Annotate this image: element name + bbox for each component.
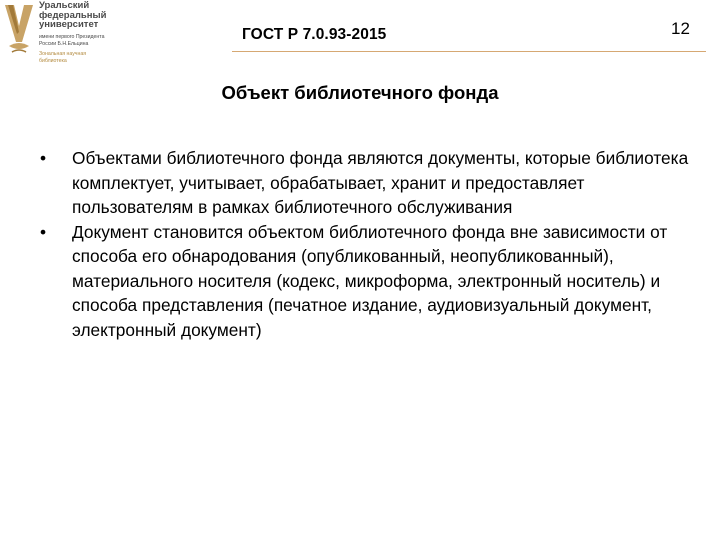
bullet-item (40, 220, 690, 343)
logo-sub-line-2: России Б.Н.Ельцина (39, 40, 89, 47)
logo-library-line-2: библиотека (39, 57, 67, 64)
ural-university-emblem-icon (2, 2, 36, 58)
slide-title: Объект библиотечного фонда (221, 82, 499, 103)
university-logo (2, 0, 122, 62)
logo-sub-line-1: имени первого Президента (39, 33, 105, 40)
header-divider (232, 51, 706, 52)
bullet-text-2: Документ становится объектом библиотечного фонда вне зависимости от способа его обнародования (опубликованный, неопубликованный), материального носителя (кодекс, микроформа, электронный носитель) и способа представления (печатное издание, аудиовизуальный документ, электронный документ) (72, 221, 668, 340)
logo-name-line-2: федеральный (39, 9, 107, 21)
bullet-list (40, 146, 690, 342)
bullet-item (40, 146, 690, 220)
logo-library-line-1: Зональная научная (39, 50, 87, 57)
bullet-text-1: Объектами библиотечного фонда являются документы, которые библиотека комплектует, учитывает, обрабатывает, хранит и предоставляет пользователям в рамках библиотечного обслуживания (72, 148, 689, 217)
logo-name-line-1: Уральский (39, 0, 90, 11)
bullet-icon: • (40, 148, 47, 168)
page-number: 12 (671, 19, 690, 38)
logo-name-line-3: университет (39, 19, 99, 30)
bullet-icon: • (40, 221, 47, 242)
standard-title: ГОСТ Р 7.0.93-2015 (242, 26, 387, 43)
